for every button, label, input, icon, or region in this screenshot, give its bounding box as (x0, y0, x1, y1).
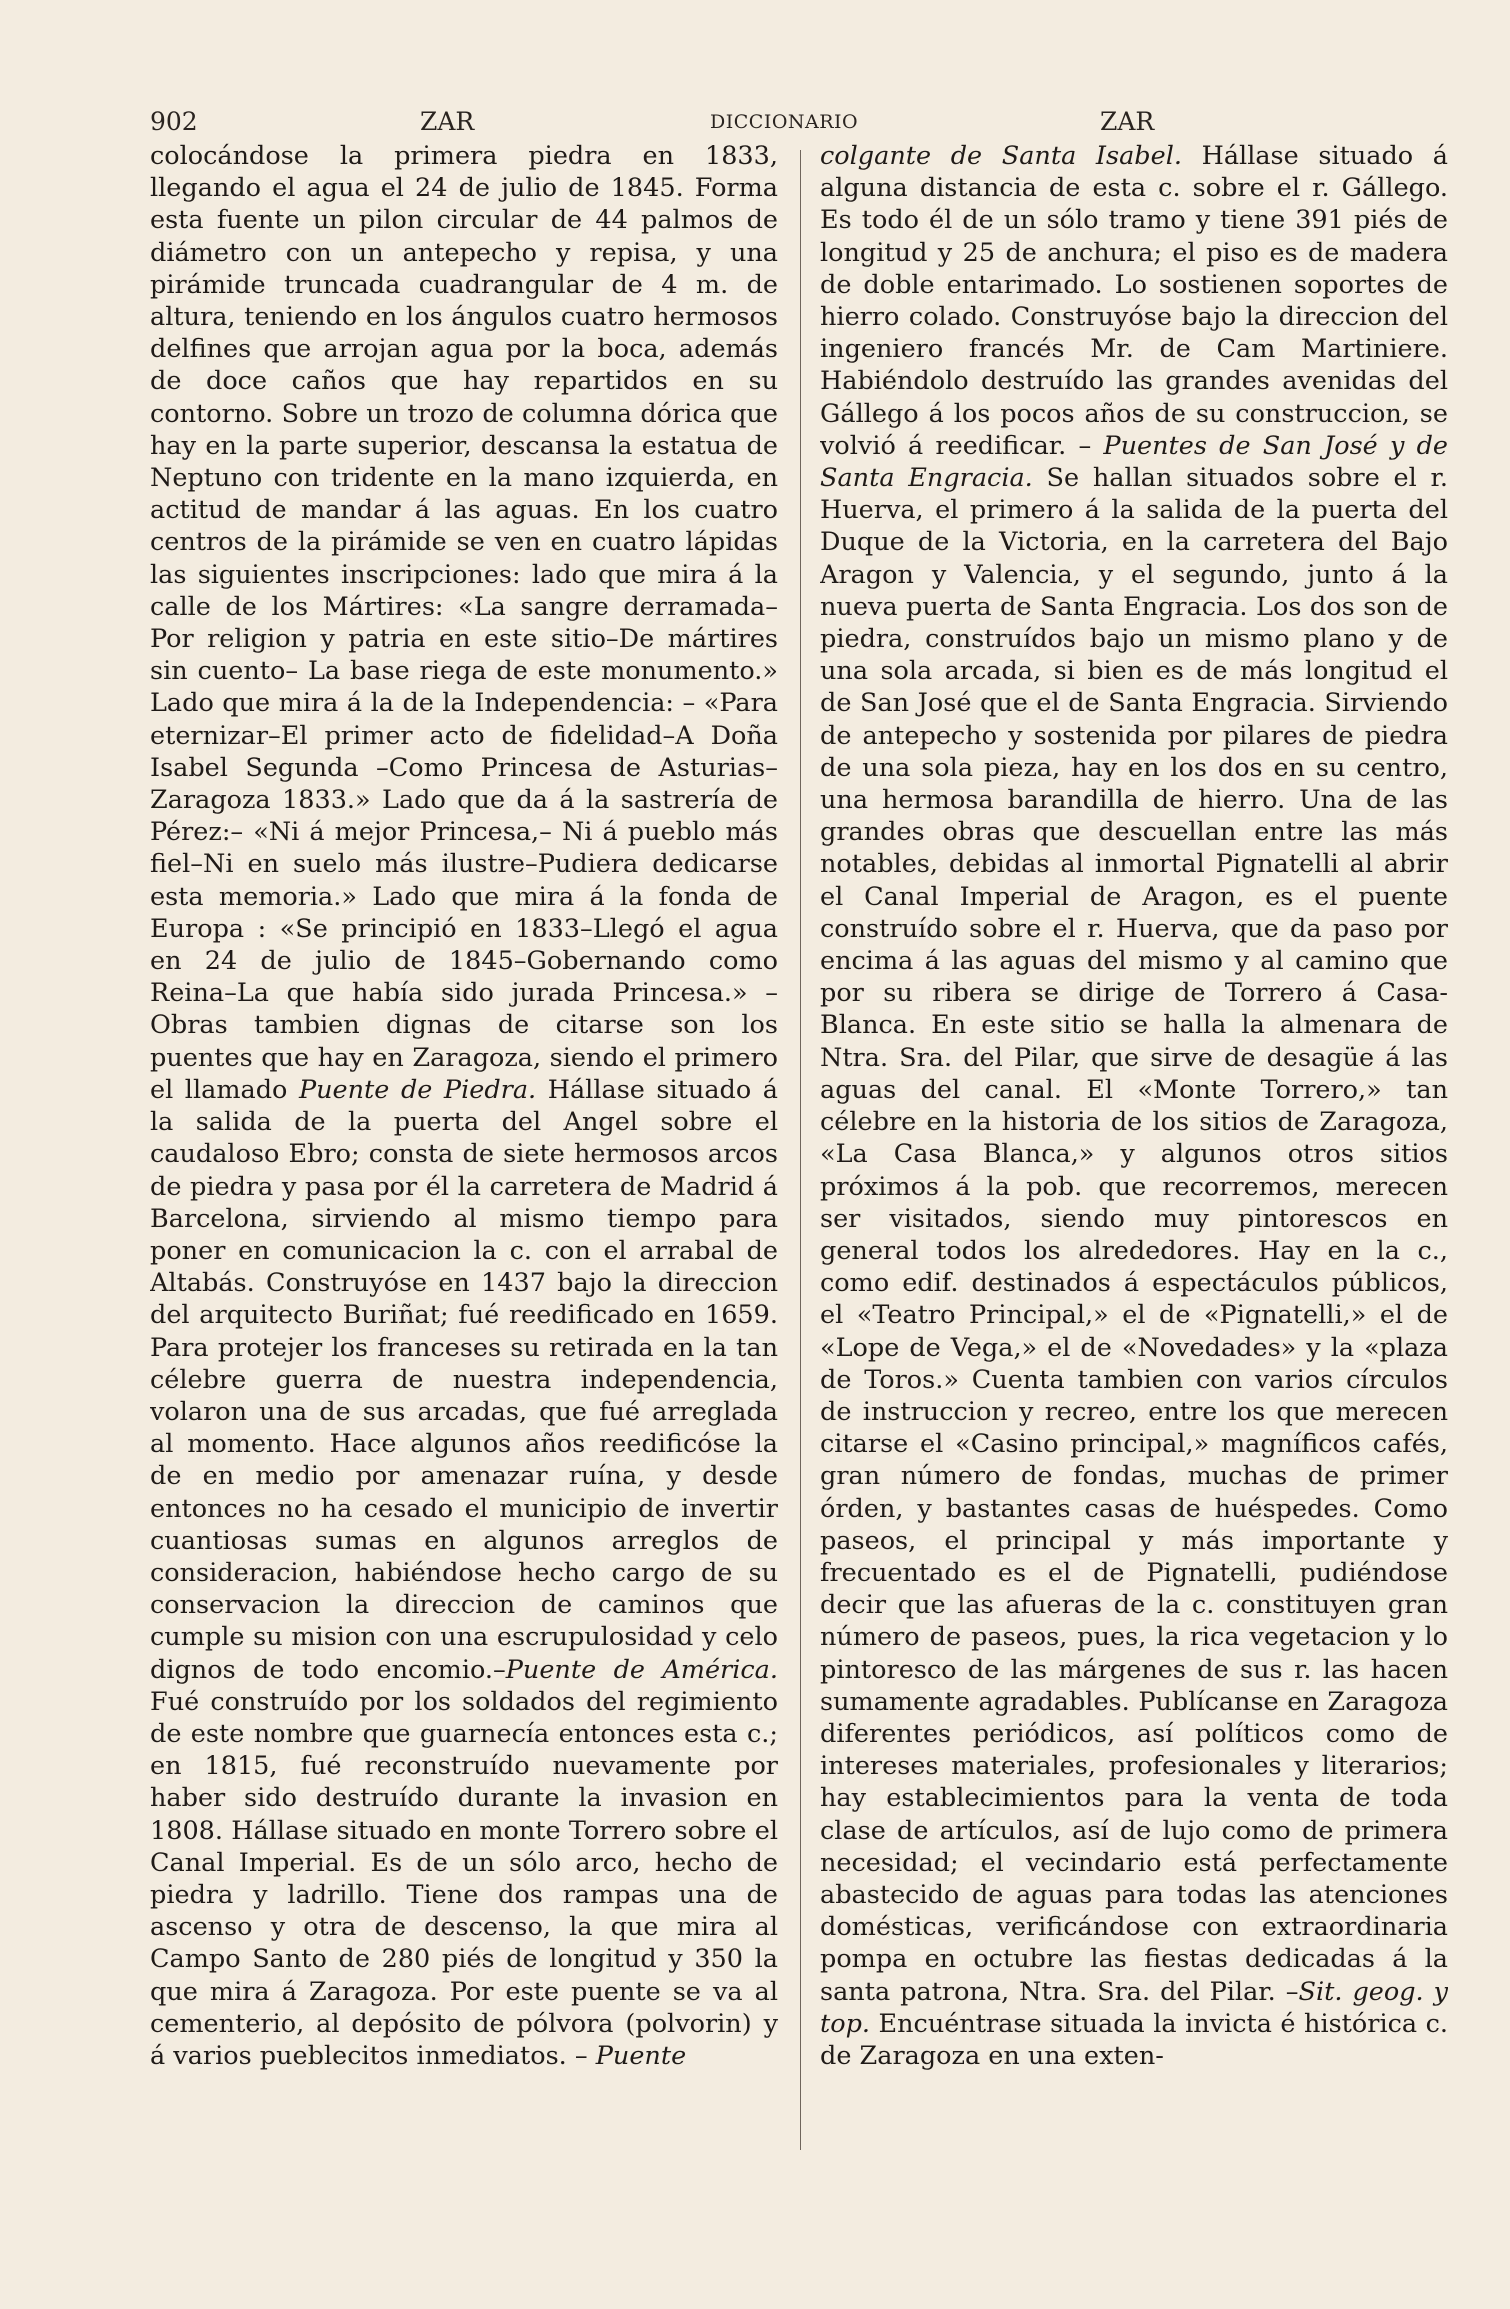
left-column (150, 140, 778, 2170)
page-number: 902 (150, 107, 198, 136)
header-title: DICCIONARIO (710, 111, 859, 133)
running-header (150, 104, 1460, 140)
header-left-word: ZAR (420, 107, 475, 136)
text-run: Hállase situado á la salida de la puerta del Angel sobre el caudaloso Ebro; consta de siete hermosos arcos de piedra y pasa por él la carretera de Madrid á Barcelona, sirviendo al mismo tiempo para poner en comunicacion la c. con el arrabal de Altabás. Construyóse en 1437 bajo la direccion del arquitecto Buriñat; fué reedificado en 1659. Para protejer los franceses su retirada en la tan célebre guerra de nuestra independencia, volaron una de sus arcadas, que fué arreglada al momento. Hace algunos años reedificóse la de en medio por amenazar ruína, y desde entonces no ha cesado el municipio de invertir cuantiosas sumas en algunos arreglos de consideracion, habiéndose hecho cargo de su conservacion la direccion de caminos que cumple su mision con una escrupulosidad y celo dignos de todo encomio.– (150, 1074, 778, 1685)
italic-run: Puente (595, 2040, 687, 2071)
left-column-text (150, 140, 778, 2072)
italic-run: Sit. geog. y top. (820, 1976, 1448, 2039)
right-column-text (820, 140, 1448, 2072)
text-run: colocándose la primera piedra en 1833, llegando el agua el 24 de julio de 1845. Forma esta fuente un pilon circular de 44 palmos de diámetro con un antepecho y repisa, y una pirámide truncada cuadrangular de 4 m. de altura, teniendo en los ángulos cuatro hermosos delfines que arrojan agua por la boca, además de doce caños que hay repartidos en su contorno. Sobre un trozo de columna dórica que hay en la parte superior, descansa la estatua de Neptuno con tridente en la mano izquierda, en actitud de mandar á las aguas. En los cuatro centros de la pirámide se ven en cuatro lápidas las siguientes inscripciones: lado que mira á la calle de los Mártires: «La sangre derramada–Por religion y patria en este sitio–De mártires sin cuento– La base riega de este monumento.» Lado que mira á la de la Independencia: – «Para eternizar–El primer acto de fidelidad–A Doña Isabel Segunda –Como Princesa de Asturias–Zaragoza 1833.» Lado que da á la sastrería de Pérez:– «Ni á mejor Princesa,– Ni á pueblo más fiel–Ni en suelo más ilustre–Pudiera dedicarse esta memoria.» Lado que mira á la fonda de Europa : «Se principió en 1833–Llegó el agua en 24 de julio de 1845–Gobernando como Reina–La que había sido jurada Princesa.» – Obras tambien dignas de citarse son los puentes que hay en Zaragoza, siendo el primero el llamado (150, 141, 778, 1105)
italic-run: Puente de América. (505, 1654, 778, 1685)
italic-run: colgante de Santa Isabel. (820, 141, 1182, 171)
text-run: Hállase situado á alguna distancia de esta c. sobre el r. Gállego. Es todo él de un sólo tramo y tiene 391 piés de longitud y 25 de anchura; el piso es de madera de doble entarimado. Lo sostienen soportes de hierro colado. Construyóse bajo la direccion del ingeniero francés Mr. de Cam Martiniere. Habiéndolo destruído las grandes avenidas del Gállego á los pocos años de su construccion, se volvió á reedificar. – (820, 141, 1448, 461)
right-column (820, 140, 1448, 2170)
column-divider (800, 150, 801, 2150)
italic-run: Puentes de San José y de Santa Engracia. (820, 430, 1448, 494)
text-run: Fué construído por los soldados del regimiento de este nombre que guarnecía entonces esta c.; en 1815, fué reconstruído nuevamente por haber sido destruído durante la invasion en 1808. Hállase situado en monte Torrero sobre el Canal Imperial. Es de un sólo arco, hecho de piedra y ladrillo. Tiene dos rampas una de ascenso y otra de descenso, la que mira al Campo Santo de 280 piés de longitud y 350 la que mira á Zaragoza. Por este puente se va al cementerio, al depósito de pólvora (polvorin) y á varios pueblecitos inmediatos. – (150, 1686, 778, 2071)
text-run: Encuéntrase situada la invicta é histórica c. de Zaragoza en una exten- (820, 2008, 1448, 2071)
italic-run: Puente de Piedra. (298, 1074, 537, 1105)
header-right-word: ZAR (1100, 107, 1155, 136)
text-run: Se hallan situados sobre el r. Huerva, el primero á la salida de la puerta del Duque de la Victoria, en la carretera del Bajo Aragon y Valencia, y el segundo, junto á la nueva puerta de Santa Engracia. Los dos son de piedra, construídos bajo un mismo plano y de una sola arcada, si bien es de más longitud el de San José que el de Santa Engracia. Sirviendo de antepecho y sostenida por pilares de piedra de una sola pieza, hay en los dos en su centro, una hermosa barandilla de hierro. Una de las grandes obras que descuellan entre las más notables, debidas al inmortal Pignatelli al abrir el Canal Imperial de Aragon, es el puente construído sobre el r. Huerva, que da paso por encima á las aguas del mismo y al camino que por su ribera se dirige de Torrero á Casa-Blanca. En este sitio se halla la almenara de Ntra. Sra. del Pilar, que sirve de desagüe á las aguas del canal. El «Monte Torrero,» tan célebre en la historia de los sitios de Zaragoza, «La Casa Blanca,» y algunos otros sitios próximos á la pob. que recorremos, merecen ser visitados, siendo muy pintorescos en general todos los alrededores. Hay en la c., como edif. destinados á espectáculos públicos, el «Teatro Principal,» el de «Pignatelli,» el de «Lope de Vega,» el de «Novedades» y la «plaza de Toros.» Cuenta tambien con varios círculos de instruccion y recreo, entre los que merecen citarse el «Casino principal,» magníficos cafés, gran número de fondas, muchas de primer órden, y bastantes casas de huéspedes. Como paseos, el principal y más importante y frecuentado es el de Pignatelli, pudiéndose decir que las afueras de la c. constituyen gran número de paseos, pues, la rica vegetacion y lo pintoresco de las márgenes de sus r. las hacen sumamente agradables. Publícanse en Zaragoza diferentes periódicos, así políticos como de intereses materiales, profesionales y literarios; hay establecimientos para la venta de toda clase de artículos, así de lujo como de primera necesidad; el vecindario está perfectamente abastecido de aguas para todas las atenciones domésticas, verificándose con extraordinaria pompa en octubre las fiestas dedicadas á la santa patrona, Ntra. Sra. del Pilar. – (820, 463, 1448, 2007)
